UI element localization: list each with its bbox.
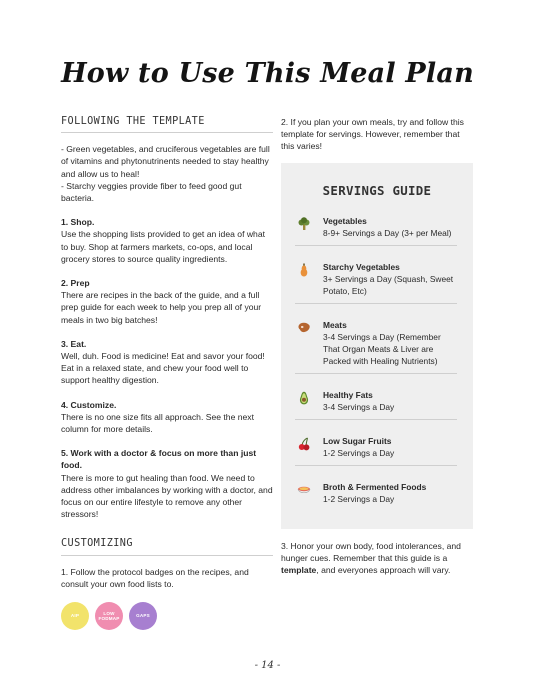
item-name: Healthy Fats: [323, 390, 373, 400]
broccoli-icon: [297, 217, 311, 231]
servings-guide-title: SERVINGS GUIDE: [322, 183, 432, 198]
step-body: There are recipes in the back of the guide, and a full prep guide for each week to help you prep all of your meals in two big batches!: [61, 290, 262, 325]
step-heading: 5. Work with a doctor & focus on more than just food.: [61, 448, 257, 471]
note-text-bold: template: [281, 565, 317, 576]
item-desc: 3-4 Servings a Day: [323, 402, 395, 412]
squash-icon: [297, 263, 311, 277]
right-intro: 2. If you plan your own meals, try and follow this template for servings. However, remember that this varies!: [281, 117, 464, 152]
badge-aip: AIP: [61, 602, 89, 630]
step-customize: [61, 399, 273, 436]
left-column: [61, 116, 273, 630]
item-desc: 1-2 Servings a Day: [323, 448, 395, 458]
item-name: Meats: [323, 320, 347, 330]
step-heading: 1. Shop.: [61, 217, 95, 228]
guide-item-broth-fermented: [295, 481, 457, 511]
following-template-heading: FOLLOWING THE TEMPLATE: [61, 116, 273, 133]
note-text-post: , and everyones approach will vary.: [316, 565, 451, 576]
step-heading: 2. Prep: [61, 278, 90, 289]
step-body: There is no one size fits all approach. See the next column for more details.: [61, 411, 254, 435]
guide-item-low-sugar-fruits: [295, 435, 457, 466]
protocol-badges: [61, 602, 273, 630]
item-desc: 1-2 Servings a Day: [323, 494, 395, 504]
step-body: Use the shopping lists provided to get an idea of what to buy. Shop at farmers markets, co-ops, and local grocery stores to source quality ingredients.: [61, 229, 265, 264]
badge-gaps: GAPS: [129, 602, 157, 630]
intro-text: [61, 143, 273, 204]
right-note: [281, 540, 473, 577]
item-name: Broth & Fermented Foods: [323, 482, 427, 492]
note-text-pre: 3. Honor your own body, food intolerances, and hunger cues. Remember that this guide is a: [281, 541, 461, 564]
badge-low-fodmap: LOW FODMAP: [95, 602, 123, 630]
item-desc: 8-9+ Servings a Day (3+ per Meal): [323, 228, 452, 238]
step-heading: 3. Eat.: [61, 338, 87, 349]
steak-icon: [297, 321, 311, 335]
intro-line-2: - Starchy veggies provide fiber to feed good gut bacteria.: [61, 180, 242, 204]
item-name: Vegetables: [323, 216, 367, 226]
intro-line-1: - Green vegetables, and cruciferous vegetables are full of vitamins and phytonutrinents needed to stay healthy and allow us to heal!: [61, 144, 270, 179]
guide-item-meats: [295, 319, 457, 374]
page-title: How to Use This Meal Plan: [61, 58, 474, 89]
step-eat: [61, 338, 273, 387]
avocado-icon: [297, 391, 311, 405]
step-heading: 4. Customize.: [61, 399, 117, 410]
step-doctor: [61, 447, 273, 520]
item-name: Low Sugar Fruits: [323, 436, 392, 446]
cherry-icon: [297, 437, 311, 451]
bowl-icon: [297, 483, 311, 497]
step-prep: [61, 277, 273, 326]
guide-item-starchy-vegetables: [295, 261, 457, 304]
customizing-text: 1. Follow the protocol badges on the recipes, and consult your own food lists to.: [61, 566, 249, 589]
guide-item-healthy-fats: [295, 389, 457, 420]
step-body: Well, duh. Food is medicine! Eat and savor your food! Eat in a relaxed state, and chew your food well to support healthy digestion.: [61, 351, 265, 386]
item-name: Starchy Vegetables: [323, 262, 400, 272]
step-shop: [61, 216, 273, 265]
guide-item-vegetables: [295, 215, 457, 246]
item-desc: 3-4 Servings a Day (Remember That Organ Meats & Liver are Packed with Healing Nutrients): [323, 332, 441, 366]
page-number: - 14 -: [254, 660, 281, 671]
step-body: There is more to gut healing than food. We need to address other imbalances by working with a doctor, and focus on our entire lifestyle to remove any other stressors!: [61, 472, 273, 520]
servings-guide: [281, 163, 473, 529]
item-desc: 3+ Servings a Day (Squash, Sweet Potato, Etc): [323, 274, 454, 296]
customizing-heading: CUSTOMIZING: [61, 538, 273, 555]
